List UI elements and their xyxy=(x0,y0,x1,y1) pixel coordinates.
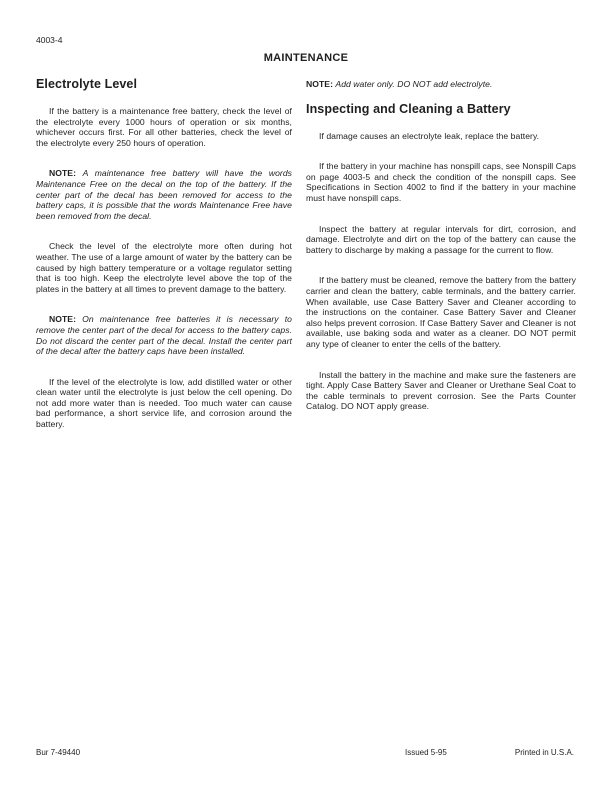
note-label: NOTE: xyxy=(49,314,83,325)
note-text: On maintenance free batteries it is necessary to remove the center part of the decal for access to the battery caps. Do not discard the center part of the decal. Install the center part of the decal after the battery caps have been installed. xyxy=(36,314,292,357)
note-paragraph xyxy=(36,168,292,221)
page-title: MAINTENANCE xyxy=(263,52,349,64)
page-footer xyxy=(36,748,576,760)
note-paragraph xyxy=(306,79,576,90)
footer-form-number: Bur 7-49440 xyxy=(36,748,81,757)
body-paragraph: Inspect the battery at regular intervals for dirt, corrosion, and damage. Electrolyte and dirt on the top of the battery can cause the battery to discharge by making a passage for the current to flow. xyxy=(306,223,576,255)
section-heading: Inspecting and Cleaning a Battery xyxy=(306,101,511,116)
body-paragraph: If the battery is a maintenance free battery, check the level of the electrolyte every 1000 hours of operation or six months, whichever occurs first. For all other batteries, check the level of the electrolyte every 250 hours of operation. xyxy=(36,106,292,148)
column-gap xyxy=(292,77,306,430)
page-content xyxy=(36,30,576,430)
two-column-layout xyxy=(36,77,576,430)
note-label: NOTE: xyxy=(306,79,336,89)
body-paragraph: If damage causes an electrolyte leak, replace the battery. xyxy=(319,130,540,141)
body-paragraph: If the level of the electrolyte is low, add distilled water or other clean water until the electrolyte is just below the cell opening. Do not add more water than is needed. Too much water can cause bad performance, a short service life, and corrosion around the battery. xyxy=(36,376,292,430)
left-column xyxy=(36,77,292,430)
footer-issued-date: Issued 5-95 xyxy=(405,748,447,757)
note-text: Add water only. DO NOT add electrolyte. xyxy=(335,79,493,89)
right-column xyxy=(306,77,576,430)
footer-printed-in: Printed in U.S.A. xyxy=(514,748,574,757)
body-paragraph: If the battery in your machine has nonspill caps, see Nonspill Caps on page 4003-5 and check the condition of the nonspill caps. See Specifications in Section 4002 to find if the battery in your machine must have nonspill caps. xyxy=(306,161,576,203)
body-paragraph: Install the battery in the machine and make sure the fasteners are tight. Apply Case Battery Saver and Cleaner or Urethane Seal Coat to the cable terminals to prevent corrosion. See the Parts Counter Catalog. DO NOT apply grease. xyxy=(306,369,576,412)
body-paragraph: Check the level of the electrolyte more often during hot weather. The use of a large amount of water by the battery can be caused by high battery temperature or a voltage regulator setting that is too high. Keep the electrolyte level above the top of the plates in the battery at all times to prevent damage to the battery. xyxy=(36,241,292,294)
note-label: NOTE: xyxy=(49,168,83,179)
page-number: 4003-4 xyxy=(36,35,63,45)
section-heading: Electrolyte Level xyxy=(36,77,138,91)
body-paragraph: If the battery must be cleaned, remove the battery from the battery carrier and clean the battery, cable terminals, and the battery carrier. When available, use Case Battery Saver and Cleaner according to the instructions on the container. Case Battery Saver and Cleaner also helps prevent corrosion. If Case Battery Saver and Cleaner is not available, use baking soda and water as a cleaner. DO NOT permit any type of cleaner to enter the cells of the battery. xyxy=(306,275,576,349)
note-text: A maintenance free battery will have the words Maintenance Free on the decal on the top of the battery. If the center part of the decal has been removed for access to the battery caps, it is possible that the words Maintenance Free have been removed from the decal. xyxy=(36,168,293,221)
note-paragraph xyxy=(36,314,292,356)
